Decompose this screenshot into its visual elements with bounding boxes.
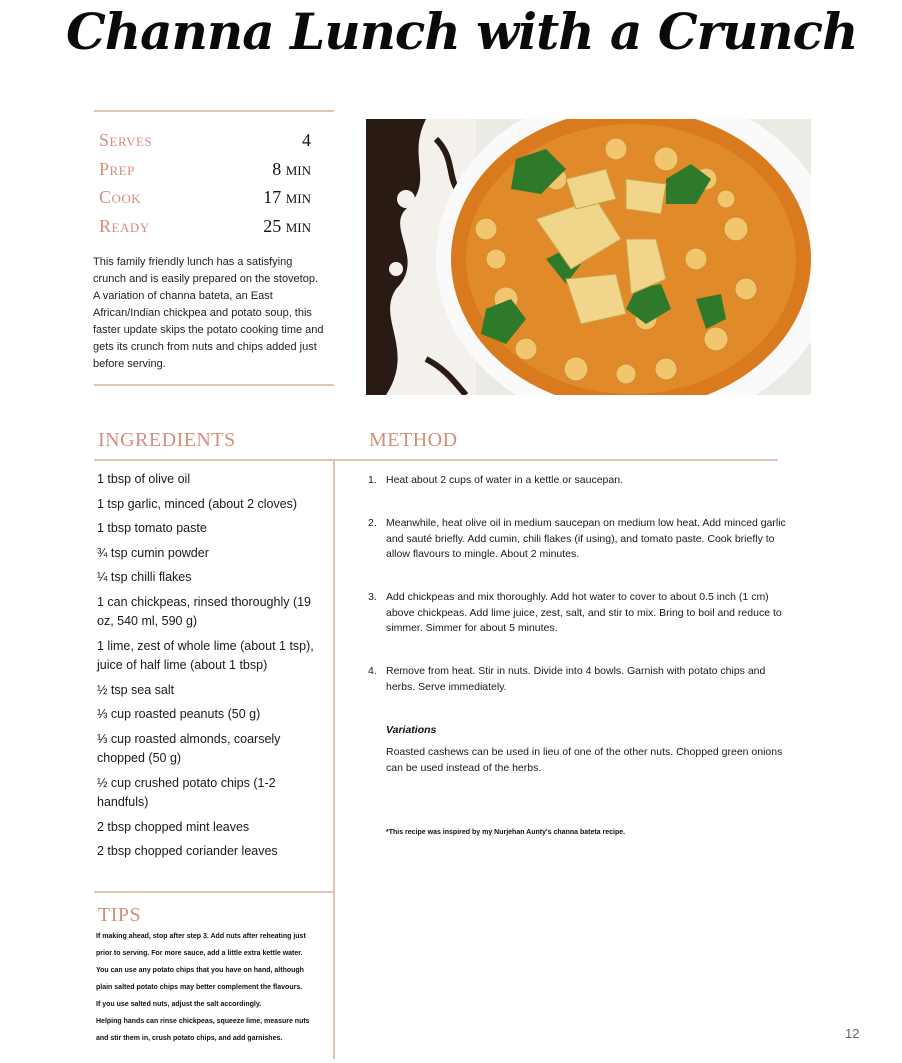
recipe-photo (366, 119, 811, 395)
stat-label: Prep (99, 158, 135, 179)
method-step-3 (368, 590, 788, 637)
stat-prep (99, 159, 311, 188)
step-text: Heat about 2 cups of water in a kettle or saucepan. (386, 474, 623, 486)
stat-serves (99, 130, 311, 159)
tip-line: Helping hands can rinse chickpeas, squeeze lime, measure nuts (96, 1018, 310, 1025)
stats-top-rule (94, 110, 334, 112)
variations-text: Roasted cashews can be used in lieu of one of the other nuts. Chopped green onions can be used instead of the herbs. (386, 746, 783, 774)
page-title: Channa Lunch with a Crunch (66, 2, 858, 61)
step-number: 4. (368, 665, 377, 677)
tip-line: If you use salted nuts, adjust the salt accordingly. (96, 1001, 262, 1008)
method-step-4 (368, 664, 788, 695)
method-step-1 (368, 473, 788, 489)
stat-ready (99, 216, 311, 245)
stat-cook (99, 187, 311, 216)
tip-line: prior to serving. For more sauce, add a little extra kettle water. (96, 950, 303, 957)
step-text: Meanwhile, heat olive oil in medium saucepan on medium low heat. Add minced garlic and sauté briefly. Add cumin, chili flakes (if using), and tomato paste. Cook briefly to allow flavours to mingle. About 2 minutes. (386, 517, 786, 560)
ingredient-item: ½ tsp sea salt (97, 682, 175, 697)
ingredient-item: 2 tbsp chopped mint leaves (97, 819, 250, 834)
method-step-2 (368, 516, 788, 563)
stat-label: Ready (99, 215, 150, 236)
tip-line: plain salted potato chips may better complement the flavours. (96, 984, 303, 991)
stat-value: 17 min (263, 187, 311, 207)
ingredients-heading: INGREDIENTS (98, 429, 236, 451)
column-divider (333, 459, 335, 1059)
step-number: 1. (368, 474, 377, 486)
tips-text (96, 928, 324, 1047)
recipe-footnote: *This recipe was inspired by my Nurjehan Aunty's channa bateta recipe. (386, 829, 626, 836)
ingredient-item: 1 lime, zest of whole lime (about 1 tsp), juice of half lime (about 1 tbsp) (97, 638, 314, 672)
ingredient-item: 1 can chickpeas, rinsed thoroughly (19 oz, 540 ml, 590 g) (97, 594, 312, 628)
ingredient-item: 1 tsp garlic, minced (about 2 cloves) (97, 496, 298, 511)
ingredient-item: ½ cup crushed potato chips (1-2 handfuls) (97, 775, 276, 809)
stat-label: Serves (99, 130, 153, 150)
ingredients-method-rule (94, 459, 778, 461)
ingredients-list (97, 470, 317, 867)
stat-label: Cook (99, 187, 142, 207)
recipe-stats (99, 130, 311, 244)
tips-heading: TIPS (98, 904, 142, 926)
stat-value: 4 (302, 130, 311, 150)
ingredient-item: 1 tbsp tomato paste (97, 521, 207, 535)
step-text: Add chickpeas and mix thoroughly. Add hot water to cover to about 0.5 inch (1 cm) above chickpeas. Add lime juice, zest, salt, and stir to mix. Bring to boil and reduce to simmer. Simmer for about 5 minutes. (386, 591, 782, 634)
ingredient-item: 1 tbsp of olive oil (97, 472, 191, 486)
ingredient-item: 2 tbsp chopped coriander leaves (97, 844, 278, 858)
ingredient-item: ¾ tsp cumin powder (97, 545, 209, 560)
page-number: 12 (845, 1026, 860, 1041)
method-heading: METHOD (369, 429, 458, 451)
tip-line: If making ahead, stop after step 3. Add nuts after reheating just (96, 933, 306, 940)
intro-bottom-rule (94, 384, 334, 386)
ingredient-item: ¼ tsp chilli flakes (97, 570, 192, 584)
step-number: 2. (368, 517, 377, 529)
soup-bowl-image (366, 119, 811, 395)
step-number: 3. (368, 591, 377, 603)
stat-value: 8 min (272, 158, 311, 179)
tip-line: and stir them in, crush potato chips, and add garnishes. (96, 1035, 283, 1042)
ingredient-item: ⅓ cup roasted almonds, coarsely chopped (50 g) (97, 731, 281, 765)
stat-value: 25 min (263, 215, 311, 236)
step-text: Remove from heat. Stir in nuts. Divide into 4 bowls. Garnish with potato chips and herbs. Serve immediately. (386, 665, 766, 693)
tip-line: You can use any potato chips that you have on hand, although (96, 967, 304, 974)
ingredient-item: ⅓ cup roasted peanuts (50 g) (97, 707, 261, 721)
variations-heading: Variations (386, 724, 437, 736)
recipe-intro: This family friendly lunch has a satisfying crunch and is easily prepared on the stovetop. A variation of channa bateta, an East African/Indian chickpea and potato soup, this faster update skips the potato cooking time and gets its crunch from nuts and chips added just before serving. (93, 256, 324, 370)
tips-top-rule (94, 891, 334, 893)
